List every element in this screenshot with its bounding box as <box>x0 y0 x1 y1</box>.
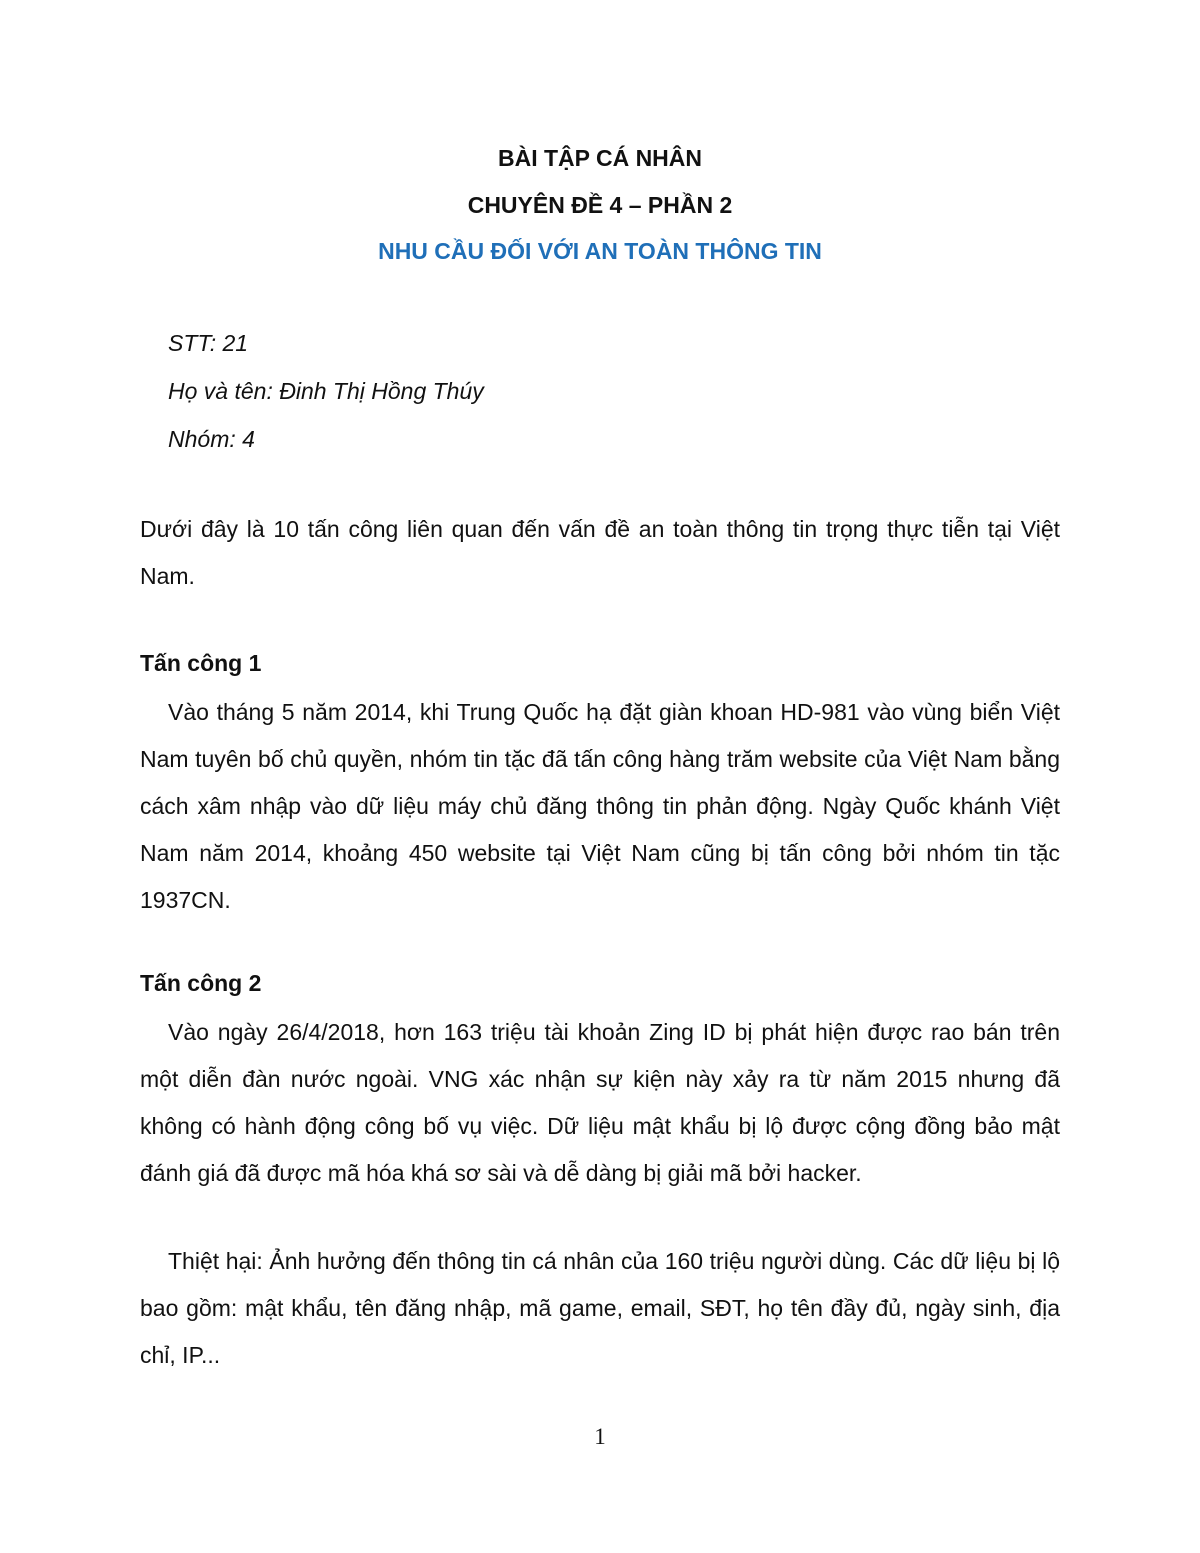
student-number: STT: 21 <box>168 330 249 356</box>
intro-paragraph: Dưới đây là 10 tấn công liên quan đến vấn đề an toàn thông tin trọng thực tiễn tại Việt Nam. <box>140 516 1060 589</box>
attack-1-paragraph: Vào tháng 5 năm 2014, khi Trung Quốc hạ đặt giàn khoan HD-981 vào vùng biển Việt Nam tuyên bố chủ quyền, nhóm tin tặc đã tấn công hàng trăm website của Việt Nam bằng cách xâm nhập vào dữ liệu máy chủ đăng thông tin phản động. Ngày Quốc khánh Việt Nam năm 2014, khoảng 450 website tại Việt Nam cũng bị tấn công bởi nhóm tin tặc 1937CN. <box>140 699 1060 913</box>
attack-2-paragraph: Vào ngày 26/4/2018, hơn 163 triệu tài khoản Zing ID bị phát hiện được rao bán trên một diễn đàn nước ngoài. VNG xác nhận sự kiện này xảy ra từ năm 2015 nhưng đã không có hành động công bố vụ việc. Dữ liệu mật khẩu bị lộ được cộng đồng bảo mật đánh giá đã được mã hóa khá sơ sài và dễ dàng bị giải mã bởi hacker. <box>140 1019 1060 1186</box>
student-name: Họ và tên: Đinh Thị Hồng Thúy <box>168 378 484 404</box>
section-heading-attack-1: Tấn công 1 <box>140 650 262 676</box>
document-title: BÀI TẬP CÁ NHÂN <box>497 145 703 171</box>
section-heading-attack-2: Tấn công 2 <box>140 970 262 996</box>
document-topic: NHU CẦU ĐỐI VỚI AN TOÀN THÔNG TIN <box>378 238 822 264</box>
document-subtitle: CHUYÊN ĐỀ 4 – PHẦN 2 <box>467 192 733 218</box>
attack-2-damage-paragraph: Thiệt hại: Ảnh hưởng đến thông tin cá nhân của 160 triệu người dùng. Các dữ liệu bị lộ bao gồm: mật khẩu, tên đăng nhập, mã game, email, SĐT, họ tên đầy đủ, ngày sinh, địa chỉ, IP... <box>140 1248 1060 1368</box>
student-group: Nhóm: 4 <box>168 426 255 452</box>
page-number: 1 <box>594 1424 606 1449</box>
